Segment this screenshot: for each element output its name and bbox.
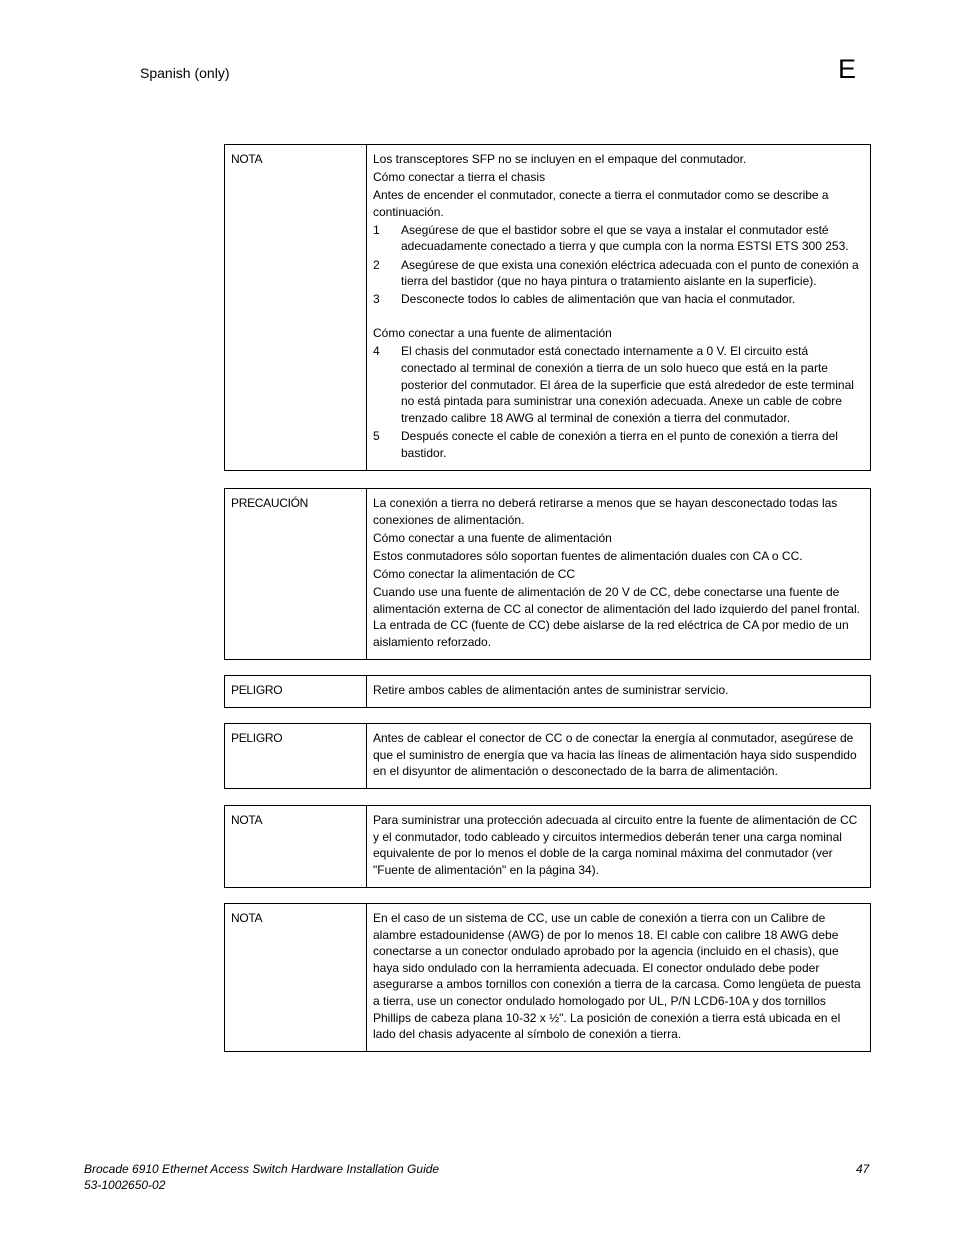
danger-table [224,723,871,789]
step-number: 4 [373,344,380,359]
footer-page-number: 47 [856,1162,870,1176]
note-paragraph: Cómo conectar a una fuente de alimentación [373,530,612,545]
numbered-step [373,257,864,290]
note-paragraph: Los transceptores SFP no se incluyen en el empaque del conmutador. [373,152,747,166]
step-text: Después conecte el cable de conexión a tierra en el punto de conexión a tierra del bastidor. [401,428,838,460]
paragraph-spacer [373,309,864,325]
numbered-step [373,428,864,461]
step-text: Asegúrese de que exista una conexión eléctrica adecuada con el punto de conexión a tierra del bastidor (que no haya pintura o tratamiento aislante en la superficie). [401,257,859,289]
note-body [367,806,871,888]
note-paragraph: La conexión a tierra no deberá retirarse a menos que se hayan desconectado todas las conexiones de alimentación. [373,496,838,527]
step-number: 3 [373,292,380,307]
note-paragraph: Retire ambos cables de alimentación antes de suministrar servicio. [373,683,729,697]
footer-document-title: Brocade 6910 Ethernet Access Switch Hardware Installation Guide [84,1162,440,1176]
step-number: 5 [373,428,380,443]
note-paragraph: Estos conmutadores sólo soportan fuentes de alimentación duales con CA o CC. [373,548,803,563]
danger-label: PELIGRO [225,676,367,708]
numbered-step [373,291,864,308]
note-paragraph: Antes de encender el conmutador, conecte a tierra el conmutador como se describe a continuación. [373,188,829,219]
caution-label: PRECAUCIÓN [225,489,367,660]
step-text: El chasis del conmutador está conectado internamente a 0 V. El circuito está conectado al terminal de conexión a tierra de un solo hueco que está en la parte posterior del conmutador. El área de la superficie que está alrededor de este terminal no está pintada para suministrar una conexión adecuada. Anexe un cable de cobre trenzado calibre 18 AWG al terminal de conexión a tierra del conmutador. [401,344,854,425]
note-label: NOTA [225,806,367,888]
note-table [224,144,871,471]
note-table [224,805,871,888]
danger-table [224,675,871,708]
running-header-section: Spanish (only) [140,65,230,81]
note-table [224,903,871,1052]
note-paragraph: Cómo conectar la alimentación de CC [373,566,576,581]
note-body [367,904,871,1052]
caution-table [224,488,871,660]
note-label: NOTA [225,145,367,471]
step-number: 1 [373,222,380,237]
danger-body [367,724,871,789]
step-number: 2 [373,257,380,272]
numbered-step [373,222,864,255]
danger-label: PELIGRO [225,724,367,789]
step-text: Desconecte todos lo cables de alimentación que van hacia el conmutador. [401,292,796,307]
note-body [367,145,871,471]
note-paragraph: Cómo conectar a tierra el chasis [373,170,546,185]
numbered-step [373,343,864,426]
note-paragraph: En el caso de un sistema de CC, use un cable de conexión a tierra con un Calibre de alambre estadounidense (AWG) de por lo menos 18. El cable con calibre 18 AWG debe conectarse a un conector ondulado aprobado por la agencia (incluido en el chasis), que haya sido ondulado con la herramienta adecuada. El conector ondulado debe poder asegurarse a ambos tornillos con conexión a tierra de la carcasa. Como lengüeta de puesta a tierra, use un conector ondulado homologado por UL, P/N LCD6-10A y dos tornillos Phillips de cabeza plana 10-32 x ½". La posición de conexión a tierra está ubicada en el lado del chasis adyacente al símbolo de conexión a tierra. [373,911,861,1042]
caution-body [367,489,871,660]
appendix-letter: E [838,54,857,84]
note-label: NOTA [225,904,367,1052]
step-text: Asegúrese de que el bastidor sobre el que se vaya a instalar el conmutador esté adecuadamente conectado a tierra y que cumpla con la norma ESTSI ETS 300 253. [401,222,849,254]
note-paragraph: Cómo conectar a una fuente de alimentación [373,326,612,341]
danger-body [367,676,871,708]
footer-document-number: 53-1002650-02 [84,1178,166,1192]
note-paragraph: Cuando use una fuente de alimentación de 20 V de CC, debe conectarse una fuente de alimentación externa de CC al conector de alimentación del lado izquierdo del panel frontal. La entrada de CC (fuente de CC) debe aislarse de la red eléctrica de CA por medio de un aislamiento reforzado. [373,584,860,649]
note-paragraph: Antes de cablear el conector de CC o de conectar la energía al conmutador, asegúrese de que el suministro de energía que va hacia las líneas de alimentación haya sido suspendido en el disyuntor de alimentación o desconectado de la barra de alimentación. [373,731,857,779]
note-paragraph: Para suministrar una protección adecuada al circuito entre la fuente de alimentación de CC y el conmutador, todo cableado y circuitos intermedios deberán tener una carga nominal equivalente de por lo menos el doble de la carga nominal máxima del conmutador (ver "Fuente de alimentación" en la página 34). [373,813,858,877]
